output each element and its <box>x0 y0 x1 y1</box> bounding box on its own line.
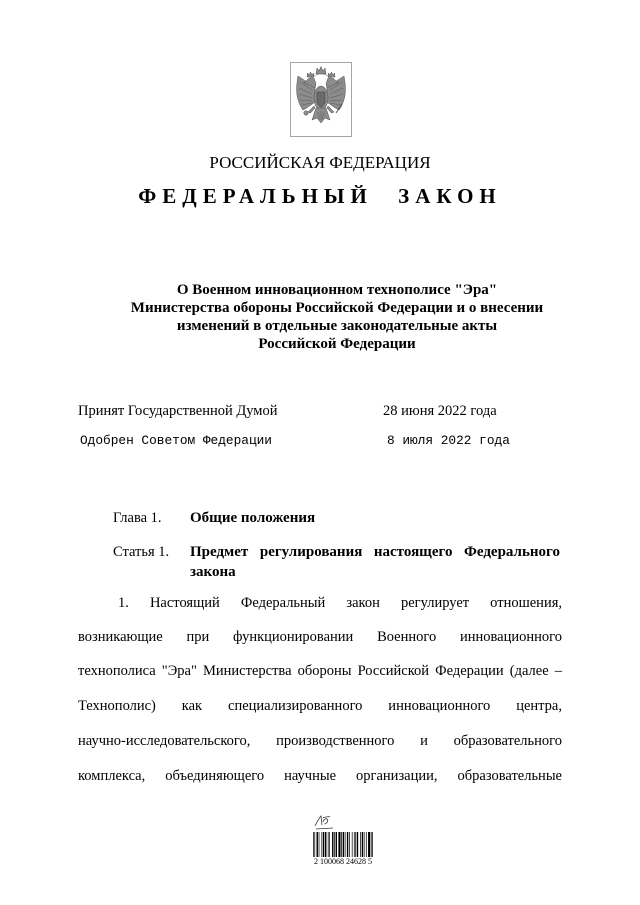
article-title-line: закона <box>190 564 236 580</box>
barcode-bar <box>323 832 324 857</box>
law-title-line: Российской Федерации <box>258 336 416 352</box>
duma-adoption-date: 28 июня 2022 года <box>383 403 497 419</box>
barcode-bar <box>362 832 363 857</box>
paragraph-line: возникающие при функционировании Военного инновационного <box>78 629 562 645</box>
barcode-number: 2 100068 24628 5 <box>314 857 372 866</box>
barcode-bar <box>334 832 335 857</box>
council-approval-label: Одобрен Советом Федерации <box>80 433 272 448</box>
document-type: ФЕДЕРАЛЬНЫЙ ЗАКОН <box>138 184 502 208</box>
barcode-bar <box>372 832 373 857</box>
article-title-line: Предмет регулирования настоящего Федерального <box>190 544 560 560</box>
coat-of-arms-icon <box>290 62 352 137</box>
paragraph-line: комплекса, объединяющего научные организации, образовательные <box>78 768 562 784</box>
law-title <box>110 281 564 353</box>
barcode-bar <box>352 832 353 857</box>
paragraph-line: 1. Настоящий Федеральный закон регулирует отношения, <box>118 595 562 611</box>
law-title-line: О Военном инновационном технополисе "Эра" <box>176 282 498 298</box>
barcode-bar <box>347 832 348 857</box>
barcode-bar <box>368 832 370 857</box>
law-title-line: изменений в отдельные законодательные акты <box>176 318 498 334</box>
chapter-title: Общие положения <box>190 510 316 526</box>
barcode-bar <box>355 832 356 857</box>
barcode-bar <box>371 832 372 857</box>
barcode-bar <box>357 832 358 857</box>
initials-stroke <box>315 816 333 829</box>
paragraph-line: Технополис) как специализированного инновационного центра, <box>78 698 562 714</box>
barcode-bar <box>341 832 342 857</box>
barcode <box>313 832 373 857</box>
barcode-bar <box>329 832 330 857</box>
council-approval-date: 8 июля 2022 года <box>387 433 510 448</box>
barcode-bar <box>328 832 329 857</box>
article-title <box>190 542 560 582</box>
country-name: РОССИЙСКАЯ ФЕДЕРАЦИЯ <box>209 153 431 172</box>
barcode-bar <box>354 832 355 857</box>
barcode-bar <box>319 832 320 857</box>
barcode-bar <box>332 832 333 857</box>
barcode-bar <box>349 832 350 857</box>
barcode-bar <box>338 832 340 857</box>
chapter-label: Глава 1. <box>113 510 162 526</box>
paragraph-line: научно-исследовательского, производственного и образовательного <box>78 733 562 749</box>
barcode-bar <box>317 832 318 857</box>
barcode-bar <box>360 832 361 857</box>
eagle-figure <box>297 67 346 124</box>
barcode-bar <box>336 832 337 857</box>
barcode-bar <box>366 832 367 857</box>
barcode-bar <box>313 832 314 857</box>
barcode-bar <box>325 832 326 857</box>
article-label: Статья 1. <box>113 544 170 560</box>
duma-adoption-label: Принят Государственной Думой <box>78 403 278 419</box>
barcode-bar <box>364 832 365 857</box>
barcode-bar <box>321 832 322 857</box>
law-title-line: Министерства обороны Российской Федерации и о внесении <box>130 300 544 316</box>
barcode-bar <box>314 832 315 857</box>
barcode-bar <box>343 832 344 857</box>
barcode-bar <box>345 832 346 857</box>
handwritten-initials-mark <box>313 813 335 831</box>
paragraph-line: технополиса "Эра" Министерства обороны Российской Федерации (далее – <box>78 663 562 679</box>
